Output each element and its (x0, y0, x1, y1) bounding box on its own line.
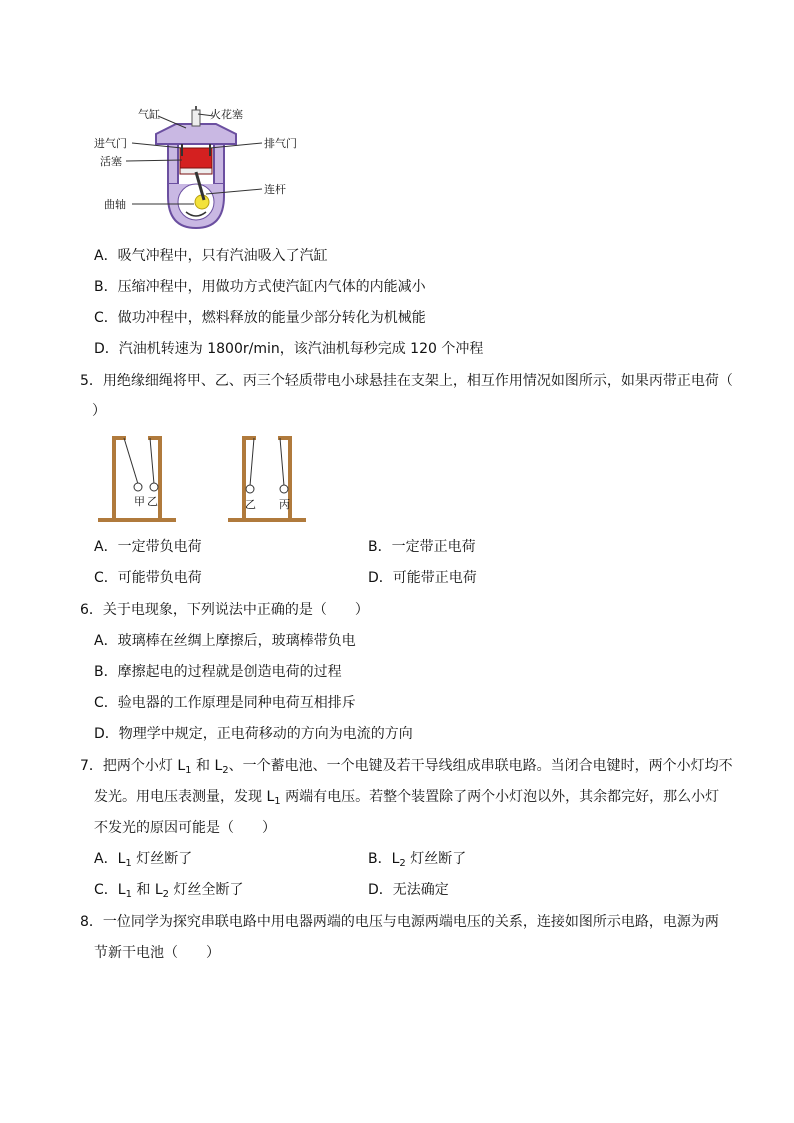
ball-label-yi-right: 乙 (245, 498, 256, 511)
ball-label-jia: 甲 (134, 495, 145, 508)
q7-stem-line2 (94, 787, 719, 807)
q6-option-c[interactable]: C．验电器的工作原理是同种电荷互相排斥 (94, 695, 356, 711)
q7-sub: 1 (185, 765, 192, 776)
q8-stem-line1: 8．一位同学为探究串联电路中用电器两端的电压与电源两端电压的关系，连接如图所示电路，电源为两 (80, 914, 719, 930)
q7-stem-line1 (80, 756, 733, 776)
q7-option-text: 和 L (131, 882, 163, 898)
label-cylinder: 气缸 (138, 108, 160, 121)
q5-option-d[interactable]: D．可能带正电荷 (368, 570, 477, 586)
engine-figure (86, 104, 306, 232)
q6-option-d[interactable]: D．物理学中规定，正电荷移动的方向为电流的方向 (94, 726, 413, 742)
ball-label-bing: 丙 (279, 498, 290, 511)
label-connecting-rod: 连杆 (264, 183, 286, 196)
q7-sub: 2 (222, 765, 229, 776)
q7-sub: 1 (125, 889, 132, 900)
q6-stem: 6．关于电现象，下列说法中正确的是（ ） (80, 602, 369, 618)
q4-option-a[interactable]: A．吸气冲程中，只有汽油吸入了汽缸 (94, 248, 328, 264)
q7-text: 发光。用电压表测量，发现 L (94, 789, 275, 805)
q4-option-b[interactable]: B．压缩冲程中，用做功方式使汽缸内气体的内能减小 (94, 279, 426, 295)
q7-option-b[interactable] (368, 849, 466, 869)
q7-text: 、一个蓄电池、一个电键及若干导线组成串联电路。当闭合电键时，两个小灯均不 (228, 758, 733, 774)
q7-option-d[interactable]: D．无法确定 (368, 882, 449, 898)
q5-stem-line2: ） (92, 403, 106, 419)
q5-option-c[interactable]: C．可能带负电荷 (94, 570, 202, 586)
q7-option-text: C．L (94, 882, 126, 898)
q8-stem-line2: 节新干电池（ ） (94, 945, 220, 961)
q7-option-text: 灯丝全断了 (169, 882, 244, 898)
q7-sub: 1 (274, 796, 281, 807)
q5-option-b[interactable]: B．一定带正电荷 (368, 539, 476, 555)
label-piston: 活塞 (100, 155, 122, 168)
q4-option-d[interactable]: D．汽油机转速为 1800r/min，该汽油机每秒完成 120 个冲程 (94, 341, 484, 357)
q6-option-b[interactable]: B．摩擦起电的过程就是创造电荷的过程 (94, 664, 342, 680)
q7-sub: 2 (399, 858, 406, 869)
q7-sub: 2 (162, 889, 170, 900)
q7-option-text: 灯丝断了 (131, 851, 193, 867)
q5-stem-line1: 5．用绝缘细绳将甲、乙、丙三个轻质带电小球悬挂在支架上，相互作用情况如图所示，如果丙带正电荷（ (80, 373, 733, 389)
q7-text: 两端有电压。若整个装置除了两个小灯泡以外，其余都完好，那么小灯 (280, 789, 720, 805)
label-crankshaft: 曲轴 (104, 198, 126, 211)
q7-text: 7．把两个小灯 L (80, 758, 186, 774)
label-exhaust-valve: 排气门 (264, 137, 297, 150)
q6-option-a[interactable]: A．玻璃棒在丝绸上摩擦后，玻璃棒带负电 (94, 633, 356, 649)
q7-stem-line3: 不发光的原因可能是（ ） (94, 820, 276, 836)
q7-sub: 1 (125, 858, 132, 869)
q5-option-a[interactable]: A．一定带负电荷 (94, 539, 202, 555)
charged-balls-figure (98, 432, 310, 528)
q4-option-c[interactable]: C．做功冲程中，燃料释放的能量少部分转化为机械能 (94, 310, 426, 326)
q7-text: 和 L (191, 758, 223, 774)
q7-option-text: A．L (94, 851, 126, 867)
q7-option-text: B．L (368, 851, 400, 867)
q7-option-c[interactable] (94, 880, 243, 900)
ball-label-yi-left: 乙 (147, 495, 158, 508)
label-spark-plug: 火花塞 (210, 108, 243, 121)
q7-option-a[interactable] (94, 849, 192, 869)
label-intake-valve: 进气门 (94, 137, 127, 150)
q7-option-text: 灯丝断了 (405, 851, 467, 867)
